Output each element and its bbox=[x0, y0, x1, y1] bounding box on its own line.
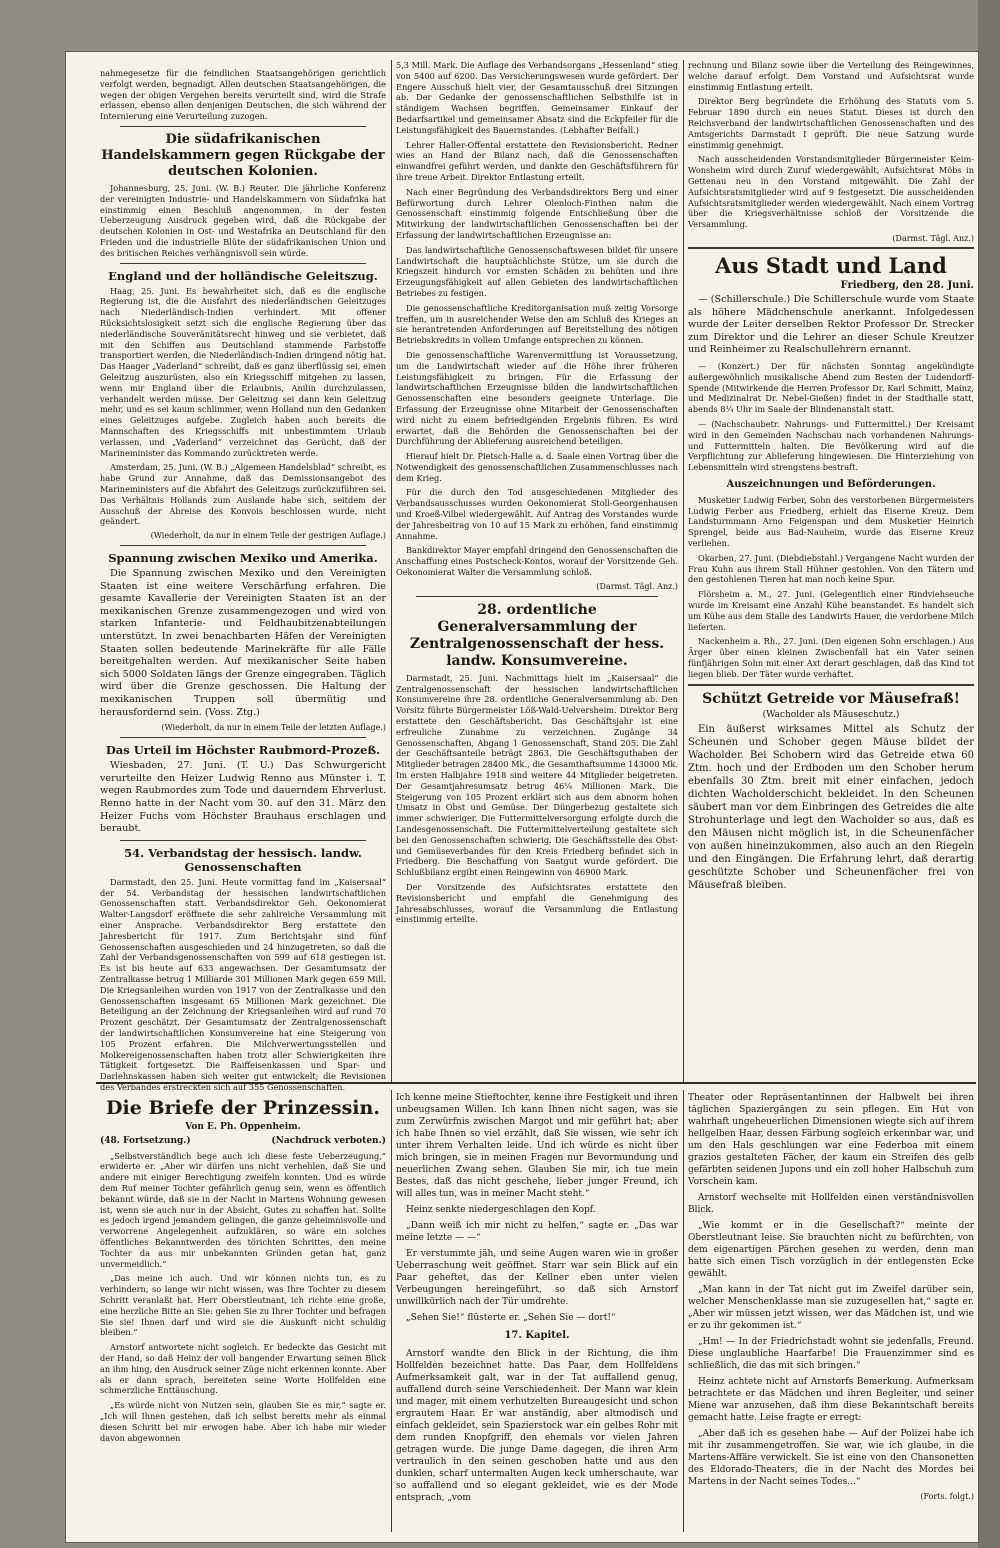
headline-geleitszug: England und der holländische Geleitszug. bbox=[108, 268, 378, 283]
headline-verbandstag: 54. Verbandstag der hessisch. landw. Genossenschaften bbox=[124, 845, 362, 874]
article-text: Nackenheim a. Rh., 27. Juni. (Den eigenen Sohn erschlagen.) Aus Ärger über einen kleinen Zwischenfall hat ein Vater seinen fünfjährigen Sohn mit einer Axt derart geschlagen, daß das Kind tot liegen blieb. Der Täter wurde verhaftet. bbox=[688, 636, 974, 679]
serial-text: „Aber daß ich es gesehen habe — Auf der Polizei habe ich mit ihr zusammengetroffen. Sie war, wie ich glaube, in die Martens-Affäre verwickelt. Sie ist eine von den Chansonetten des Eldorado-Theaters, die in der Nacht des Mordes bei Martens in der Nacht seines Todes...“ bbox=[688, 1429, 974, 1487]
article-note: (Darmst. Tägl. Anz.) bbox=[892, 233, 974, 243]
newspaper-page bbox=[66, 52, 978, 1542]
serial-text: Er verstummte jäh, und seine Augen waren wie in großer Ueberraschung weit geöffnet. Starr war sein Blick auf ein Paar geheftet, das der Kellner eben unter vielen Verbeugungen hereingeführt, so daß sich Arnstorf unwillkürlich nach der Tür umdrehte. bbox=[396, 1249, 678, 1307]
column-rule bbox=[683, 1090, 684, 1532]
article-text: Johannesburg, 25. Juni. (W. B.) Reuter. Die jährliche Konferenz der vereinigten Industrie- und Handelskammern von Südafrika hat einstimmig einen Beschluß angenommen, in der festen Ueberzeugung Ausdruck gegeben wird, daß die Rückgabe der deutschen Kolonien in Ost- und Westafrika an Deutschland für den Frieden und die industrielle Blüte der südafrikanischen Union und des britischen Reiches verhängnisvoll sein würde. bbox=[100, 182, 386, 258]
article-text: Amsterdam, 25. Juni. (W. B.) „Algemeen Handelsblad“ schreibt, es habe Grund zur Annahme, daß das Demissionsangebot des Marineministers auf die Abfahrt des Geleitzugs zurückzuführen sei. Das Verhältnis Hollands zum Auslande habe sich, seitdem der Ausschuß der Abreise des Konvois beschlossen wurde, nicht geändert. bbox=[100, 462, 386, 527]
scan-left-margin bbox=[0, 0, 66, 1548]
divider bbox=[120, 840, 366, 841]
article-text: — (Konzert.) Der für nächsten Sonntag angekündigte außergewöhnlich musikalische Abend zum Besten der Ludendorff-Spende (Mitwirkende die Herren Professor Dr. Karl Schmitt, Mainz, und Medizinalrat Dr. Nebel-Gießen) findet in der Stadthalle statt, abends 8¼ Uhr im Saale der Blindenanstalt statt. bbox=[688, 360, 974, 415]
column-rule bbox=[683, 60, 684, 1082]
article-text: 5,3 Mill. Mark. Die Auflage des Verbandsorgans „Hessenland“ stieg von 5400 auf 6200. Das Versicherungswesen wurde gefördert. Der Engere Ausschuß hielt vier, der Gesamtausschuß drei Sitzungen ab. Der Gedanke der genossenschaftlichen Selbsthilfe ist in ständigem Wachsen begriffen. Gemeinsamer Einkauf der Bedarfsartikel und gemeinsamer Absatz sind die Eckpfeiler für die Leistungsfähigkeit des Bauernstandes. (Lebhafter Beifall.) bbox=[396, 60, 678, 135]
serial-rights: (Nachdruck verboten.) bbox=[271, 1135, 386, 1146]
headline-handelskammern: Die südafrikanischen Handelskammern gegen Rückgabe der deutschen Kolonien. bbox=[101, 131, 385, 179]
article-text: Der Vorsitzende des Aufsichtsrates erstattete den Revisionsbericht und empfahl die Genehmigung des Jahresabschlusses, worauf die Versammlung die Entlastung einstimmig erteilte. bbox=[396, 882, 678, 925]
serial-text: „Wie kommt er in die Gesellschaft?“ meinte der Oberstleutnant leise. Sie brauchten nicht zu befürchten, von dem eigenartigen Pärchen gesehen zu werden, denn man hatte sich einen Tisch vorzüglich in der entlegensten Ecke gewählt. bbox=[688, 1221, 974, 1279]
serial-continued: (Forts. folgt.) bbox=[920, 1492, 974, 1501]
serial-text: „Sehen Sie!“ flüsterte er. „Sehen Sie — dort!“ bbox=[406, 1313, 616, 1323]
headline-raubmord: Das Urteil im Höchster Raubmord-Prozeß. bbox=[105, 743, 381, 758]
article-note: (Wiederholt, da nur in einem Teile der letzten Auflage.) bbox=[161, 723, 386, 733]
article-text: Okarben, 27. Juni. (Diebdiebstahl.) Vergangene Nacht wurden der Frau Kuhn aus ihrem Stall Hühner gestohlen. Von den Tätern und den gestohlenen Tieren hat man noch keine Spur. bbox=[688, 552, 974, 585]
headline-mexiko: Spannung zwischen Mexiko und Amerika. bbox=[108, 551, 378, 566]
column-rule bbox=[391, 60, 392, 1082]
column-3 bbox=[688, 60, 974, 1078]
article-text: nahmegesetze für die feindlichen Staatsangehörigen gerichtlich verfolgt werden, begnadigt. Allen deutschen Staatsangehörigen, die wegen der obigen Vergehen bereits verurteilt sind, wird die Strafe erlassen, ebenso allen denjenigen Deutschen, die sich während der Internierung eine Verurteilung zuzogen. bbox=[100, 68, 386, 122]
article-text: rechnung und Bilanz sowie über die Verteilung des Reingewinnes, welche darauf erfolgt. Dem Vorstand und Aufsichtsrat wurde einstimmig Entlastung erteilt. bbox=[688, 60, 974, 92]
serial-column-2 bbox=[396, 1092, 678, 1532]
divider bbox=[120, 263, 366, 264]
serial-column-1 bbox=[100, 1092, 386, 1532]
serial-text: „Hm! — In der Friedrichstadt wohnt sie jedenfalls, Freund. Diese unglaubliche Haarfarbe! Die Frauenzimmer sind es schließlich, die das mit sich bringen.“ bbox=[688, 1337, 974, 1371]
article-text: Die genossenschaftliche Kreditorganisation muß zeitig Vorsorge treffen, um in ausreichender Weise den am Schluß des Krieges an sie herantretenden Anforderungen auf Bereitstellung des nötigen Betriebskredits in vollem Umfange entsprechen zu können. bbox=[396, 302, 678, 346]
article-text: Wiesbaden, 27. Juni. (T. U.) Das Schwurgericht verurteilte den Heizer Ludwig Renno aus Münster i. T. wegen Raubmordes zum Tode und dauerndem Ehrverlust. Renno hatte in der Nacht vom 30. auf den 31. März den Heizer Fuchs vom Höchster Brauhaus erschlagen und beraubt. bbox=[100, 760, 386, 835]
serial-text: Arnstorf wechselte mit Hollfelden einen verständnisvollen Blick. bbox=[688, 1193, 974, 1215]
scan-right-edge bbox=[978, 0, 1000, 1548]
divider bbox=[416, 596, 658, 597]
divider bbox=[120, 126, 366, 127]
dateline: Friedberg, den 28. Juni. bbox=[840, 279, 974, 291]
serial-text: „Selbstverständlich bege auch ich diese feste Ueberzeugung,“ erwiderte er. „Aber wir dürfen uns nicht verhehlen, daß Sie und andere mit einiger Berechtigung zweifeln konnten. Und es würde dem Ruf meiner Tochter gefährlich genug sein, wenn es öffentlich bekannt würde, daß sie in der Nacht in Martens Wohnung gewesen ist, wenn sie auch nur in der Absicht, Gutes zu schaffen hat. Sollte es jedoch irgend jemandem gelingen, die ganze geheimnisvolle und verworrene Angelegenheit aufzuklären, so wäre ein solches öffentliches Bekanntwerden des törichten Schrittes, den meine Tochter da aus mir unbekannten Gründen getan hat, ganz unvermeidlich.“ bbox=[100, 1150, 386, 1269]
article-text: Musketier Ludwig Ferber, Sohn des verstorbenen Bürgermeisters Ludwig Ferber aus Friedberg, erhielt das Eiserne Kreuz. Dem Landsturmmann Arno Feigenspan und dem Musketier Heinrich Sprengel, beide aus Bad-Nauheim, wurde das Eiserne Kreuz verliehen. bbox=[688, 494, 974, 549]
serial-text: „Das meine ich auch. Und wir können nichts tun, es zu verhindern, so lange wir nicht wissen, was Ihre Tochter zu diesem Schritt veranlaßt hat. Herr Oberstleutnant, ich richte eine große, eine herzliche Bitte an Sie: gehen Sie zu Ihrer Tochter und befragen Sie sie! Ihnen darf und wird sie die Auskunft nicht schuldig bleiben.“ bbox=[100, 1273, 386, 1338]
article-text: Nach ausscheidenden Vorstandsmitglieder Bürgermeister Keim-Wonsheim wird durch Zuruf wiedergewählt, Aufsichtsrat Möbs in Gettenau neu in den Vorstand mitgewählt. Die Zahl der Aufsichtsratsmitglieder wird auf 9 festgesetzt. Die ausscheidenden Aufsichtsratsmitglieder werden wiedergewählt. Nach einem Vortrag über die Kriegsverhältnisse schloß der Vorsitzende die Versammlung. bbox=[688, 154, 974, 230]
article-text: — (Schillerschule.) Die Schillerschule wurde vom Staate als höhere Mädchenschule anerkannt. Infolgedessen wurde der Leiter derselben Rektor Professor Dr. Strecker zum Direktor und die Lehrer an dieser Schule Kreutzer und Reinheimer zu Realschullehrern ernannt. bbox=[688, 293, 974, 356]
headline-maeusefrass: Schützt Getreide vor Mäusefraß! bbox=[702, 690, 960, 707]
article-text: — (Nachschaubetr. Nahrungs- und Futtermittel.) Der Kreisamt wird in den Gemeinden Nachschau nach vorhandenen Nahrungs- und Futtermitteln halten. Die Bevölkerung wird auf die Verpflichtung zur Ablieferung hingewiesen. Die Hinterziehung von Lebensmitteln wird strengstens bestraft. bbox=[688, 418, 974, 473]
article-text: Nach einer Begründung des Verbandsdirektors Berg und einer Befürwortung durch Lehrer Olenloch-Finthen nahm die Genossenschaft einstimmig folgende Entschließung über die Mitwirkung der landwirtschaftlichen Genossenschaften bei der Erfassung der landwirtschaftlichen Erzeugnisse an: bbox=[396, 186, 678, 240]
serial-info bbox=[100, 1136, 386, 1147]
serial-text: Theater oder Repräsentantinnen der Halbwelt bei ihren täglichen Spaziergängen zu sein pflegen. Ein Hut von wahrhaft ungeheuerlichen Dimensionen wiegte sich auf ihrem hellgelben Haar, dessen Färbung sogleich erkennbar war, und um den Hals geschlungen war eine Federboa mit einem grazios gestalteten Fächer, der kaum ein Streifen des gelb gefärbten seidenen Jupons und ein zoll hoher Halbschuh zum Vorschein kam. bbox=[688, 1093, 974, 1187]
headline-auszeichnungen: Auszeichnungen und Beförderungen. bbox=[726, 478, 936, 490]
subheadline-wacholder: (Wacholder als Mäuseschutz.) bbox=[762, 709, 900, 720]
divider bbox=[120, 545, 366, 546]
divider bbox=[688, 684, 974, 686]
column-rule bbox=[391, 1090, 392, 1532]
serial-text: „Man kann in der Tat nicht gut im Zweifel darüber sein, welcher Menschenklasse man sie zuzugesellen hat,“ sagte er. „Aber wir müssen jetzt wissen, wer das Mädchen ist, und wie er zu ihr gekommen ist.“ bbox=[688, 1285, 974, 1331]
section-title-stadt-land: Aus Stadt und Land bbox=[715, 252, 947, 278]
serial-text: „Es würde nicht von Nutzen sein, glauben Sie es mir,“ sagte er. „Ich will Ihnen gestehen, daß ich selbst bereits mehr als einmal diesen Schritt bei mir erwogen habe. Aber ich habe mir wieder davon abgewonnen bbox=[100, 1400, 386, 1443]
article-text: Für die durch den Tod ausgeschiedenen Mitglieder des Verbandsausschusses wurden Oekonomierat Stoll-Georgenhausen und Kroeß-Vilbel wiedergewählt. Auf Antrag des Vorstandes wurde der Jahresbeitrag von 10 auf 15 Mark zu erhöhen, fand einstimmig Annahme. bbox=[396, 487, 678, 541]
serial-part: (48. Fortsetzung.) bbox=[100, 1135, 191, 1146]
serial-chapter: 17. Kapitel. bbox=[504, 1330, 570, 1341]
article-text: Flörsheim a. M., 27. Juni. (Gelegentlich einer Rindviehseuche wurde im Kreisamt eine Anzahl Kühe beanstandet. Es handelt sich um Kühe aus dem Stalle des Landwirts Hauer, die verdorbene Milch lieferten. bbox=[688, 589, 974, 632]
column-1 bbox=[100, 68, 386, 1092]
column-2 bbox=[396, 60, 678, 1078]
serial-text: „Dann weiß ich mir nicht zu helfen,“ sagte er. „Das war meine letzte — —“ bbox=[396, 1221, 678, 1243]
serial-author: Von E. Ph. Oppenheim. bbox=[185, 1122, 301, 1132]
article-text: Ein äußerst wirksames Mittel als Schutz der Scheunen und Schober gegen Mäuse bildet der Wacholder. Bei Schobern wird das Getreide etwa 60 Ztm. hoch und der Erdboden um den Schober herum ebenfalls 30 Ztm. breit mit einer einfachen, jedoch dichten Wacholderschicht bekleidet. In den Scheunen säubert man vor dem Einbringen des Getreides die alte Strohunterlage und legt den Wacholder so aus, daß es den Mäusen nicht möglich ist, in die Scheunenfächer von außen hineinzukommen, also auch an den Riegeln und den Eingängen. Die Erfahrung lehrt, daß derartig geschützte Schober und Scheunenfächer frei von Mäusefraß bleiben. bbox=[688, 724, 974, 892]
article-text: Darmstadt, den 25. Juni. Heute vormittag fand im „Kaisersaal“ der 54. Verbandstag der hessischen landwirtschaftlichen Genossenschaften statt. Verbandsdirektor Geh. Oekonomierat Walter-Langsdorf eröffnete die sehr zahlreiche Versammlung mit einer Ansprache. Verbandsdirektor Berg erstattete den Jahresbericht für 1917. Zum Berichtsjahr sind fünf Genossenschaften ausgeschieden und 24 hinzugetreten, so daß die Zahl der Verbandsgenossenschaften von 599 auf 618 gestiegen ist. Es ist bis heute auf 633 angewachsen. Der Gesamtumsatz der Zentralkasse betrug 1 Milliarde 301 Millionen Mark gegen 659 Mill. Die Kriegsanleihen wurden von 1917 von der Zentralkasse und den Genossenschaften insgesamt 65 Millionen Mark gezeichnet. Die Beteiligung an der Zeichnung der Kriegsanleihen wird auf rund 70 Prozent geschätzt. Der Gesamtumsatz der Zentralgenossenschaft der landwirtschaftlichen Konsumvereine hat eine Steigerung von 105 Prozent erfahren. Die Milchverwertungsstellen und Molkereigenossenschaften haben trotz aller Schwierigkeiten ihre Tätigkeit fortgesetzt. Die Raiffeisenkassen und Spar- und Darlehnskassen haben sich weiter gut entwickelt; die Revisionen des Verbandes erstreckten sich auf 355 Genossenschaften. bbox=[100, 876, 386, 1092]
article-text: Die Spannung zwischen Mexiko und den Vereinigten Staaten ist eine weitere Verschärfung erfahren. Die gesamte Kavallerie der Vereinigten Staaten ist an der mexikanischen Grenze zusammengezogen und wird von starken Infanterie- und Feldhaubitzenabteilungen unterstützt. In zwei benachbarten Häfen der Vereinigten Staaten sollen bedeutende Marinekräfte für alle Fälle bereitgehalten werden. Auf mexikanischer Seite haben sich 5000 Soldaten längs der Grenze eingegraben. Täglich wird über die Grenze geschossen. Die Haltung der mexikanischen Truppen soll übermütig und herausfordernd sein. (Voss. Ztg.) bbox=[100, 568, 386, 718]
article-text: Hierauf hielt Dr. Pietsch-Halle a. d. Saale einen Vortrag über die Notwendigkeit des genossenschaftlichen Zusammenschlusses nach dem Krieg. bbox=[396, 451, 678, 483]
article-text: Direktor Berg begründete die Erhöhung des Statuts vom 5. Februar 1890 durch ein neues Statut. Dieses ist durch den Reichsverband der landwirtschaftlichen Genossenschaften und des Amtsgerichts Darmstadt I geprüft. Die neue Satzung wurde einstimmig genehmigt. bbox=[688, 96, 974, 150]
serial-column-3 bbox=[688, 1092, 974, 1532]
divider bbox=[688, 247, 974, 249]
serial-text: Heinz achtete nicht auf Arnstorfs Bemerkung. Aufmerksam betrachtete er das Mädchen und ihren Begleiter, und seiner Miene war anzusehen, daß ihm diese Bekanntschaft bereits gemacht hatte. Leise fragte er erregt: bbox=[688, 1377, 974, 1423]
headline-generalversammlung: 28. ordentliche Generalversammlung der Zentralgenossenschaft der hess. landw. Konsumvereine. bbox=[409, 601, 665, 669]
serial-text: Heinz senkte niedergeschlagen den Kopf. bbox=[406, 1205, 596, 1215]
divider bbox=[120, 737, 366, 738]
serial-title: Die Briefe der Prinzessin. bbox=[106, 1097, 380, 1119]
article-text: Die genossenschaftliche Warenvermittlung ist Voraussetzung, um die Landwirtschaft wieder auf die Höhe ihrer früheren Leistungsfähigkeit zu bringen. Für die Erfassung der landwirtschaftlichen Erzeugnisse bilden die landwirtschaftlichen Genossenschaften eine besonders geeignete Unterlage. Die Erfassung der Erzeugnisse ohne Mitarbeit der Genossenschaften wird nicht zu einem befriedigenden Ergebnis führen. Es wird erwartet, daß die Behörden die Genossenschaften bei der Durchführung der Ablieferung ausreichend beteiligen. bbox=[396, 349, 678, 447]
article-text: Bankdirektor Mayer empfahl dringend den Genossenschaften die Anschaffung eines Postscheck-Kontos, worauf der Vorsitzende Geh. Oekonomierat Walter die Versammlung schloß. bbox=[396, 545, 678, 578]
article-text: Darmstadt, 25. Juni. Nachmittags hielt im „Kaisersaal“ die Zentralgenossenschaft der hessischen landwirtschaftlichen Konsumvereine ihre 28. ordentliche Generalversammlung ab. Den Vorsitz führte Bürgermeister Löß-Wald-Uelversheim. Direktor Berg erstattete den Geschäftsbericht. Das Geschäftsjahr ist eine erfreuliche Zunahme zu verzeichnen. Zugänge 34 Genossenschaften, Abgang 1 Genossenschaft, Stand 205. Die Zahl der Geschäftsanteile beträgt 2863. Die Geschäftsguthaben der Mitglieder betragen 28400 Mk., die Gesamthaftsumme 143000 Mk. Im ersten Halbjahre 1918 sind weitere 44 Mitglieder beigetreten. Der Gesamtjahresumsatz betrug 46¼ Millionen Mark. Die Steigerung von 105 Prozent erklärt sich aus dem abnorm hohen Umsatz in Obst und Gemüse. Der Düngerbezug gestaltete sich immer schwieriger. Die Futtermittelversorgung erfolgte durch die Landesgenossenschaft. Die Futtermittelverteilung gestaltete sich bei den Genossenschaften schwierig. Die Geschäftsstelle des Obst- und Gemüseverbandes für den Kreis Friedberg befindet sich in Friedberg. Die Beschaffung von Saatgut wurde gefördert. Die Schlußbilanz ergibt einen Reingewinn von 46900 Mark. bbox=[396, 672, 678, 878]
serial-text: Ich kenne meine Stieftochter, kenne ihre Festigkeit und ihren unbeugsamen Willen. Ich kann Ihnen nicht sagen, was sie zum Zerwürfnis zwischen Margot und mir geführt hat; aber ich habe Ihnen so viel erzählt, daß Sie wissen, wie sehr ich unter ihrem Verhalten leide. Und ich würde es nicht über mich bringen, sie in meinen Fragen nur Bevormundung und neuerlichen Zwang sehen. Glauben Sie mir, ich tue mein Bestes, daß das nicht geschehe, lieber junger Freund, ich will alles tun, was in meiner Macht steht.“ bbox=[396, 1093, 678, 1199]
article-text: Haag, 25. Juni. Es bewahrheitet sich, daß es die englische Regierung ist, die die Ausfahrt des niederländischen Geleitzuges nach Niederländisch-Indien verhindert. Mit offener Rücksichtslosigkeit setzt sich die englische Regierung über das niederländische Souveränitätsrecht hinweg und sie verbietet, daß mit den Schiffen aus Deutschland stammende Farbstoffe transportiert werden, die Niederländisch-Indien dringend nötig hat. Das Haager „Vaderland“ schreibt, daß es ganz überflüssig sei, einen Geleitzug auszurüsten, also ein Kriegsschiff mitgehen zu lassen, wenn mir England über die Erlaubnis, Anilin durchzulassen, verhandelt werden müsse. Der Geleitzug sei dann kein Geleitzug mehr, und es sei kaum schlimmer, wenn Holland nun den Gedanken eines Geleitzuges aufgebe. Zugleich haben auch bereits die Mannschaften des Kriegsschiffs mit unbestimmtem Urlaub verlassen, und „Vaderland“ verzeichnet das Gerücht, daß der Marineminister das Kommando zurücktreten werde. bbox=[100, 285, 386, 458]
article-text: Lehrer Haller-Offental erstattete den Revisionsbericht. Redner wies an Hand der Bilanz nach, daß die Genossenschaften einwandfrei geführt werden, und dankte den Geschäftsführern für ihre treue Arbeit. Direktor Entlastung erteilt. bbox=[396, 139, 678, 182]
serial-text: Arnstorf antwortete nicht sogleich. Er bedeckte das Gesicht mit der Hand, so daß Heinz der voll bangender Erwartung seinen Blick an ihm hing, den Ausdruck seiner Züge nicht erkennen konnte. Aber als er dann sprach, bereiteten seine Worte Hollfelden eine schmerzliche Enttäuschung. bbox=[100, 1342, 386, 1396]
article-note: (Wiederholt, da nur in einem Teile der gestrigen Auflage.) bbox=[150, 531, 386, 541]
article-text: Das landwirtschaftliche Genossenschaftswesen bildet für unsere Landwirtschaft die hauptsächlichste Stütze, um sie durch die Kriegszeit hindurch vor ernsten Schäden zu behüten und ihre Erzeugungsfähigkeit auf allen Gebieten des landwirtschaftlichen Betriebes zu festigen. bbox=[396, 244, 678, 298]
article-note: (Darmst. Tägl. Anz.) bbox=[596, 581, 678, 591]
serial-text: Arnstorf wandte den Blick in der Richtung, die ihm Hollfelden bezeichnet hatte. Das Paar, dem Hollfeldens Aufmerksamkeit galt, war in der Tat auffallend genug, auffallend durch seine Verschiedenheit. Der Mann war klein und mager, mit einem verhutzelten Bureaugesicht und schon ergrautem Haar. Er war anständig, aber altmodisch und einfach gekleidet, sein Spazierstock war ein gelbes Rohr mit dem runden Knopfgriff, den ehemals vor vielen Jahren getragen wurde. Die junge Dame dagegen, die ihren Arm vertraulich in den seinen geschoben hatte und aus den dunklen, scharf untermalten Augen keck umherschaute, war so auffallend und so elegant gekleidet, wie es der Mode entsprach, „vom bbox=[396, 1349, 678, 1503]
